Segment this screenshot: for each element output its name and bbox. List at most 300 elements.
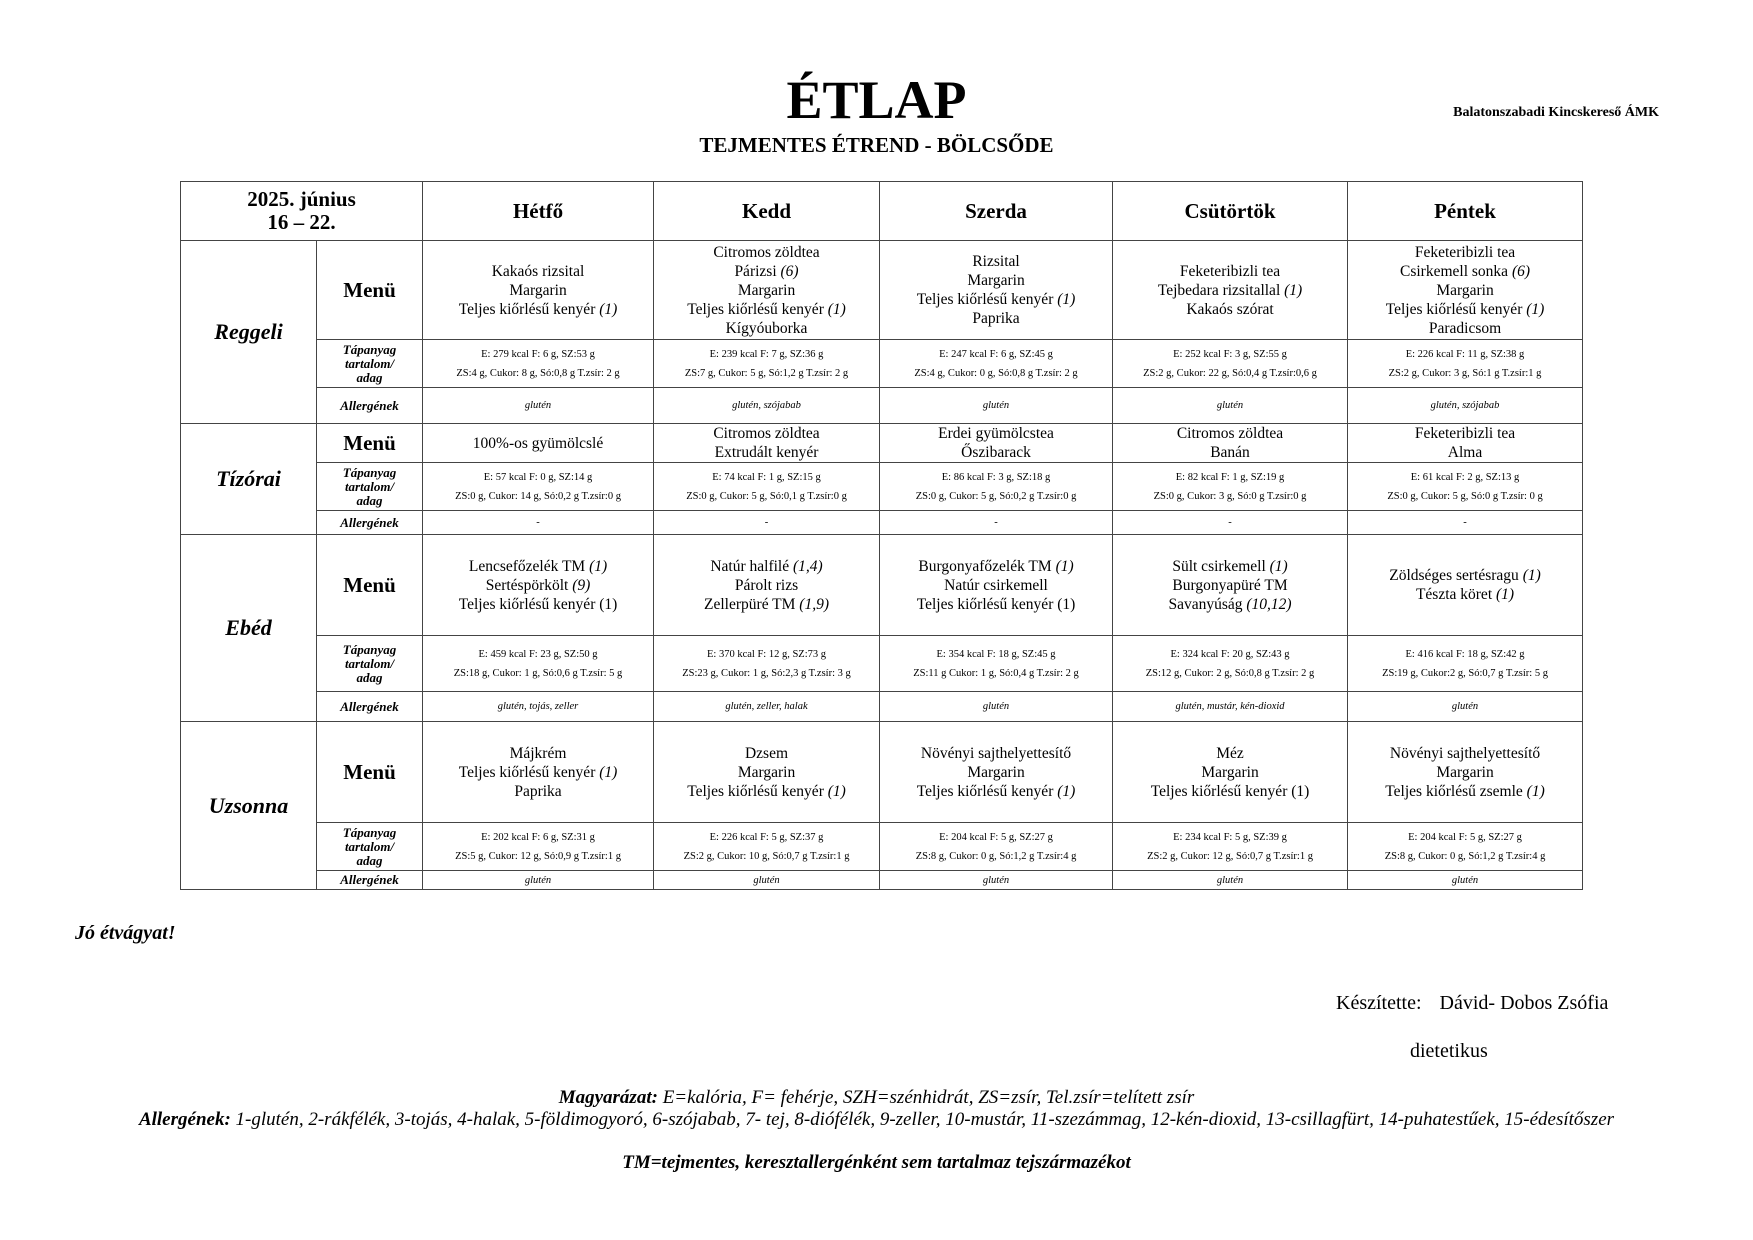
menu-item-text: Rizsital [972,253,1020,270]
header-row [181,182,1583,241]
meal-nutrition-row [181,340,1583,388]
day-header-mon: Hétfő [423,182,654,241]
nutrition-line: E: 204 kcal F: 5 g, SZ:27 g [939,831,1053,843]
meal-allergen-row [181,511,1583,535]
nutrition-line: ZS:0 g, Cukor: 14 g, Só:0,2 g T.zsír:0 g [455,490,621,502]
menu-row-label: Menü [317,424,423,463]
menu-item-text: Burgonyafőzelék TM [918,557,1056,575]
allergen-code: (1) [1057,782,1076,800]
menu-item [1115,576,1345,595]
menu-item [656,300,877,319]
menu-cell-tue [654,241,880,340]
prepared-by-label: Készítette: [1336,992,1422,1014]
menu-cell-tue [654,424,880,463]
menu-item [882,309,1110,328]
menu-row-label: Menü [317,241,423,340]
menu-item [656,243,877,262]
nutrition-cell-tue [654,823,880,871]
menu-item [1115,281,1345,300]
nutrition-row-label [317,340,423,388]
nutrition-line: ZS:19 g, Cukor:2 g, Só:0,7 g T.zsír: 5 g [1382,667,1548,679]
nutrition-cell-fri [1348,823,1583,871]
author-profession: dietetikus [1410,1040,1488,1062]
meal-nutrition-row [181,823,1583,871]
nutrition-label-line: Tápanyag [342,641,397,657]
nutrition-cell-mon [423,340,654,388]
menu-item-text: Sült csirkemell [1172,557,1270,575]
menu-item-text: Teljes kiőrlésű kenyér (1) [458,595,618,613]
allergen-code: (1,9) [799,595,829,613]
menu-item [425,262,651,281]
nutrition-line: E: 370 kcal F: 12 g, SZ:73 g [707,648,827,660]
menu-item [1115,443,1345,462]
weekly-menu-table [180,181,1583,890]
menu-item [425,281,651,300]
nutrition-line: E: 226 kcal F: 5 g, SZ:37 g [709,831,824,843]
allergen-code: (1) [1526,300,1545,318]
menu-item-text: Citromos zöldtea [713,425,820,442]
nutrition-line: E: 279 kcal F: 6 g, SZ:53 g [481,348,595,360]
menu-row-label: Menü [317,722,423,823]
nutrition-cell-fri [1348,463,1583,511]
menu-item [882,744,1110,763]
meal-menu-row [181,241,1583,340]
nutrition-line: ZS:8 g, Cukor: 0 g, Só:1,2 g T.zsír:4 g [1384,850,1546,862]
nutrition-cell-tue [654,463,880,511]
menu-item-text: Extrudált kenyér [714,444,819,461]
menu-item [656,782,877,801]
menu-item [656,744,877,763]
allergen-row-label: Allergének [317,692,423,722]
legend-tm-note: TM=tejmentes, keresztallergénként sem tartalmaz tejszármazékot [622,1152,1131,1173]
menu-item [656,763,877,782]
nutrition-line: E: 239 kcal F: 7 g, SZ:36 g [709,348,824,360]
menu-item [656,595,877,614]
allergen-code: (1) [1496,586,1515,603]
menu-item-text: Tejbedara rizsitallal [1157,281,1285,299]
menu-item [1350,566,1580,585]
menu-item-text: Teljes kiőrlésű kenyér (1) [1150,782,1310,800]
nutrition-cell-tue [654,636,880,692]
allergen-cell-wed: - [880,511,1113,535]
menu-item [1350,281,1580,300]
nutrition-cell-tue [654,340,880,388]
nutrition-line: ZS:0 g, Cukor: 5 g, Só:0,2 g T.zsír:0 g [915,490,1077,502]
nutrition-cell-wed [880,340,1113,388]
menu-item [882,252,1110,271]
nutrition-line: E: 234 kcal F: 5 g, SZ:39 g [1173,831,1287,843]
menu-item-text: Kakaós rizsital [491,262,585,280]
menu-item-text: Növényi sajthelyettesítő [1389,744,1541,762]
menu-cell-wed [880,424,1113,463]
nutrition-label-line: Tápanyag [342,464,397,480]
allergen-code: (1,4) [792,557,823,575]
menu-item-text: Citromos zöldtea [1176,425,1284,442]
nutrition-line: E: 202 kcal F: 6 g, SZ:31 g [481,831,595,843]
meal-name: Reggeli [181,241,317,424]
allergen-cell-fri: glutén [1348,871,1583,890]
menu-cell-fri [1348,241,1583,340]
allergen-row-label: Allergének [317,871,423,890]
nutrition-cell-wed [880,463,1113,511]
allergen-code: (1) [1284,281,1303,299]
nutrition-line: E: 74 kcal F: 1 g, SZ:15 g [712,471,821,483]
nutrition-label-line: tartalom/ [344,355,395,371]
menu-item-text: Feketeribizli tea [1179,262,1281,280]
menu-cell-mon [423,535,654,636]
nutrition-line: ZS:4 g, Cukor: 8 g, Só:0,8 g T.zsír: 2 g [456,367,620,379]
allergen-cell-wed: glutén [880,692,1113,722]
allergen-cell-thu: glutén [1113,388,1348,424]
menu-item-text: Párolt rizs [734,576,799,594]
nutrition-label-line: Tápanyag [342,824,397,840]
menu-item [1350,744,1580,763]
nutrition-line: ZS:12 g, Cukor: 2 g, Só:0,8 g T.zsír: 2 g [1145,667,1315,679]
menu-item [656,424,877,443]
nutrition-line: E: 61 kcal F: 2 g, SZ:13 g [1410,471,1520,483]
prepared-by [1336,992,1608,1015]
legend-text: E=kalória, F= fehérje, SZH=szénhidrát, ZS=zsír, Tel.zsír=telített zsír [657,1087,1195,1108]
menu-item-text: Zöldséges sertésragu [1389,567,1523,584]
menu-cell-fri [1348,535,1583,636]
menu-item-text: Zellerpüré TM [704,595,800,613]
allergen-code: (1) [1055,557,1074,575]
menu-item [1115,262,1345,281]
menu-item-text: Teljes kiőrlésű kenyér [1385,300,1527,318]
menu-item [1350,243,1580,262]
nutrition-line: ZS:5 g, Cukor: 12 g, Só:0,9 g T.zsír:1 g [455,850,621,862]
menu-item [656,319,877,338]
allergen-code: (6) [1511,262,1531,280]
nutrition-label-line: adag [356,852,383,868]
menu-item [425,763,651,782]
menu-item-text: Margarin [967,763,1025,781]
menu-cell-wed [880,241,1113,340]
nutrition-line: ZS:4 g, Cukor: 0 g, Só:0,8 g T.zsír: 2 g [914,367,1078,379]
nutrition-line: E: 86 kcal F: 3 g, SZ:18 g [941,471,1051,483]
nutrition-line: ZS:0 g, Cukor: 5 g, Só:0,1 g T.zsír:0 g [686,490,847,502]
menu-item-text: Teljes kiőrlésű zsemle [1385,782,1527,800]
allergen-cell-tue: glutén, szójabab [654,388,880,424]
allergen-cell-tue: glutén, zeller, halak [654,692,880,722]
menu-item-text: Sertéspörkölt [485,576,573,594]
menu-item-text: Margarin [1201,763,1259,781]
menu-item [882,424,1110,443]
allergen-cell-thu: glutén [1113,871,1348,890]
nutrition-cell-thu [1113,340,1348,388]
menu-item [1115,744,1345,763]
nutrition-label-line: tartalom/ [344,655,395,671]
prepared-by-name: Dávid- Dobos Zsófia [1439,992,1609,1014]
nutrition-row-label [317,636,423,692]
menu-item [656,281,877,300]
nutrition-label-line: adag [356,669,383,685]
meal-allergen-row [181,692,1583,722]
nutrition-cell-fri [1348,340,1583,388]
menu-item [656,443,877,462]
menu-cell-thu [1113,424,1348,463]
menu-item [1115,763,1345,782]
menu-item-text: Teljes kiőrlésű kenyér (1) [916,595,1076,613]
page-subtitle: TEJMENTES ÉTREND - BÖLCSŐDE [699,133,1054,157]
nutrition-line: E: 324 kcal F: 20 g, SZ:43 g [1170,648,1290,660]
legend-label: Magyarázat: [558,1087,658,1108]
nutrition-cell-mon [423,636,654,692]
menu-item-text: Párizsi [734,262,781,280]
nutrition-label-line: tartalom/ [344,838,395,854]
nutrition-cell-thu [1113,636,1348,692]
menu-item [1350,424,1580,443]
nutrition-line: E: 416 kcal F: 18 g, SZ:42 g [1405,648,1525,660]
menu-item-text: Margarin [1436,763,1494,781]
nutrition-label-line: adag [356,492,383,508]
menu-item [656,262,877,281]
menu-item [1115,782,1345,801]
menu-item [882,576,1110,595]
menu-item-text: Méz [1216,744,1244,762]
menu-cell-wed [880,722,1113,823]
menu-item-text: Teljes kiőrlésű kenyér [916,291,1058,308]
menu-item [1350,262,1580,281]
menu-item-text: Paprika [514,782,562,800]
nutrition-cell-mon [423,463,654,511]
nutrition-line: E: 204 kcal F: 5 g, SZ:27 g [1408,831,1522,843]
menu-item-text: Banán [1210,444,1250,461]
nutrition-line: E: 82 kcal F: 1 g, SZ:19 g [1175,471,1285,483]
meal-allergen-row [181,871,1583,890]
allergen-code: (1) [827,782,846,800]
allergen-code: (1) [599,300,618,318]
nutrition-line: E: 252 kcal F: 3 g, SZ:55 g [1173,348,1287,360]
menu-item [656,557,877,576]
nutrition-label-line: adag [356,369,383,385]
menu-item [882,290,1110,309]
allergen-cell-mon: glutén [423,388,654,424]
meal-menu-row [181,424,1583,463]
nutrition-line: ZS:2 g, Cukor: 10 g, Só:0,7 g T.zsír:1 g [683,850,850,862]
legend-allergens [100,1109,1653,1130]
menu-item-text: Margarin [509,281,567,299]
week-range: 16 – 22. [267,210,336,234]
nutrition-line: ZS:8 g, Cukor: 0 g, Só:1,2 g T.zsír:4 g [915,850,1077,862]
menu-item-text: Őszibarack [961,444,1031,461]
allergen-code: (9) [572,576,591,594]
nutrition-line: ZS:18 g, Cukor: 1 g, Só:0,6 g T.zsír: 5 g [453,667,623,679]
menu-item-text: Erdei gyümölcstea [938,425,1054,442]
allergen-cell-mon: glutén, tojás, zeller [423,692,654,722]
nutrition-label-line: tartalom/ [344,478,395,494]
menu-item [1115,595,1345,614]
menu-item [1350,319,1580,338]
menu-cell-mon [423,722,654,823]
menu-item [425,744,651,763]
nutrition-cell-wed [880,823,1113,871]
allergen-code: (6) [780,262,799,280]
menu-cell-thu [1113,535,1348,636]
meal-nutrition-row [181,463,1583,511]
legend-explanation [100,1087,1653,1108]
menu-item [425,300,651,319]
menu-item [425,595,651,614]
menu-item [882,443,1110,462]
menu-cell-fri [1348,424,1583,463]
menu-item [1115,300,1345,319]
nutrition-row-label [317,463,423,511]
menu-cell-thu [1113,241,1348,340]
allergen-code: (1) [589,557,608,575]
allergen-cell-tue: glutén [654,871,880,890]
menu-item-text: Margarin [1436,281,1494,299]
legend-allergens-text: 1-glutén, 2-rákfélék, 3-tojás, 4-halak, 5-földimogyoró, 6-szójabab, 7- tej, 8-diófélék, 9-zeller, 10-mustár, 11-szezámmag, 12-kén-dioxid, 13-csillagfürt, 14-puhatestűek, 15-édesítőszer [230,1109,1615,1130]
nutrition-line: E: 354 kcal F: 18 g, SZ:45 g [936,648,1056,660]
menu-item-text: Paradicsom [1428,319,1502,337]
menu-item [1115,557,1345,576]
menu-item-text: Májkrém [509,744,567,762]
allergen-cell-fri: glutén [1348,692,1583,722]
meal-name: Ebéd [181,535,317,722]
menu-row-label: Menü [317,535,423,636]
menu-item-text: Teljes kiőrlésű kenyér [458,300,600,318]
nutrition-line: ZS:2 g, Cukor: 22 g, Só:0,4 g T.zsír:0,6 g [1143,367,1317,379]
menu-item-text: Tészta köret [1415,586,1496,603]
nutrition-cell-fri [1348,636,1583,692]
allergen-cell-thu: glutén, mustár, kén-dioxid [1113,692,1348,722]
allergen-cell-mon: glutén [423,871,654,890]
nutrition-cell-wed [880,636,1113,692]
menu-item-text: Kígyóuborka [725,319,808,337]
menu-item-text: Csirkemell sonka [1400,262,1512,280]
menu-item-text: Teljes kiőrlésű kenyér [687,300,828,318]
nutrition-line: ZS:2 g, Cukor: 3 g, Só:1 g T.zsír:1 g [1388,367,1542,379]
day-header-fri: Péntek [1348,182,1583,241]
menu-item [1350,763,1580,782]
day-header-wed: Szerda [880,182,1113,241]
nutrition-cell-mon [423,823,654,871]
menu-item [1115,424,1345,443]
menu-item [425,782,651,801]
meal-menu-row [181,535,1583,636]
nutrition-line: ZS:11 g Cukor: 1 g, Só:0,4 g T.zsír: 2 g [913,667,1079,679]
allergen-cell-fri: - [1348,511,1583,535]
menu-item [882,782,1110,801]
menu-item-text: Margarin [967,272,1025,289]
menu-item-text: Lencsefőzelék TM [468,557,590,575]
menu-item-text: Natúr halfilé [710,557,793,575]
allergen-cell-wed: glutén [880,871,1113,890]
nutrition-line: ZS:23 g, Cukor: 1 g, Só:2,3 g T.zsír: 3 g [682,667,851,679]
menu-cell-mon [423,241,654,340]
allergen-code: (1) [1522,567,1541,584]
menu-item [425,576,651,595]
nutrition-line: ZS:0 g, Cukor: 3 g, Só:0 g T.zsír:0 g [1153,490,1307,502]
nutrition-line: ZS:2 g, Cukor: 12 g, Só:0,7 g T.zsír:1 g [1147,850,1313,862]
menu-item-text: Dzsem [744,744,789,762]
nutrition-cell-thu [1113,823,1348,871]
nutrition-cell-thu [1113,463,1348,511]
menu-item-text: Paprika [972,310,1020,327]
legend-allergens-label: Allergének: [138,1109,231,1130]
nutrition-line: ZS:7 g, Cukor: 5 g, Só:1,2 g T.zsír: 2 g [684,367,849,379]
day-header-thu: Csütörtök [1113,182,1348,241]
page-title: ÉTLAP [786,70,967,130]
nutrition-label-line: Tápanyag [342,341,397,357]
menu-item-text: Feketeribizli tea [1414,243,1516,261]
menu-item [1350,300,1580,319]
menu-item-text: Növényi sajthelyettesítő [920,744,1072,762]
menu-item [1350,443,1580,462]
allergen-code: (10,12) [1246,595,1292,613]
nutrition-line: E: 57 kcal F: 0 g, SZ:14 g [483,471,593,483]
menu-item-text: Teljes kiőrlésű kenyér [687,782,828,800]
menu-cell-wed [880,535,1113,636]
meal-name: Tízórai [181,424,317,535]
allergen-cell-thu: - [1113,511,1348,535]
menu-item-text: Alma [1447,444,1483,461]
menu-item [1350,782,1580,801]
menu-item [882,271,1110,290]
menu-item [882,557,1110,576]
menu-cell-tue [654,722,880,823]
allergen-cell-wed: glutén [880,388,1113,424]
menu-item [425,434,651,453]
allergen-code: (1) [1526,782,1545,800]
menu-cell-thu [1113,722,1348,823]
meal-allergen-row [181,388,1583,424]
nutrition-line: E: 226 kcal F: 11 g, SZ:38 g [1405,348,1525,360]
menu-item [656,576,877,595]
menu-item [425,557,651,576]
allergen-code: (1) [827,300,846,318]
allergen-code: (1) [1269,557,1288,575]
week-date-cell [181,182,423,241]
menu-item-text: 100%-os gyümölcslé [472,434,604,452]
menu-item [1350,585,1580,604]
allergen-cell-fri: glutén, szójabab [1348,388,1583,424]
allergen-row-label: Allergének [317,511,423,535]
nutrition-line: ZS:0 g, Cukor: 5 g, Só:0 g T.zsír: 0 g [1387,490,1543,502]
meal-menu-row [181,722,1583,823]
menu-cell-mon [423,424,654,463]
allergen-code: (1) [599,763,618,781]
bon-appetit: Jó étvágyat! [75,922,176,944]
week-month: 2025. június [247,187,356,211]
nutrition-row-label [317,823,423,871]
menu-item [882,595,1110,614]
nutrition-line: E: 459 kcal F: 23 g, SZ:50 g [478,648,598,660]
meal-nutrition-row [181,636,1583,692]
allergen-cell-tue: - [654,511,880,535]
menu-item-text: Margarin [737,281,796,299]
menu-item-text: Citromos zöldtea [713,243,820,261]
menu-item-text: Natúr csirkemell [944,576,1048,594]
menu-item-text: Teljes kiőrlésű kenyér [458,763,600,781]
menu-item-text: Margarin [737,763,796,781]
menu-cell-fri [1348,722,1583,823]
day-header-tue: Kedd [654,182,880,241]
menu-item-text: Burgonyapüré TM [1172,576,1288,594]
allergen-code: (1) [1057,291,1076,308]
menu-item-text: Savanyúság [1168,595,1247,613]
nutrition-line: E: 247 kcal F: 6 g, SZ:45 g [939,348,1053,360]
menu-item [882,763,1110,782]
allergen-row-label: Allergének [317,388,423,424]
menu-item-text: Feketeribizli tea [1414,425,1516,442]
menu-item-text: Kakaós szórat [1186,300,1274,318]
menu-cell-tue [654,535,880,636]
meal-name: Uzsonna [181,722,317,890]
menu-item-text: Teljes kiőrlésű kenyér [916,782,1058,800]
allergen-cell-mon: - [423,511,654,535]
